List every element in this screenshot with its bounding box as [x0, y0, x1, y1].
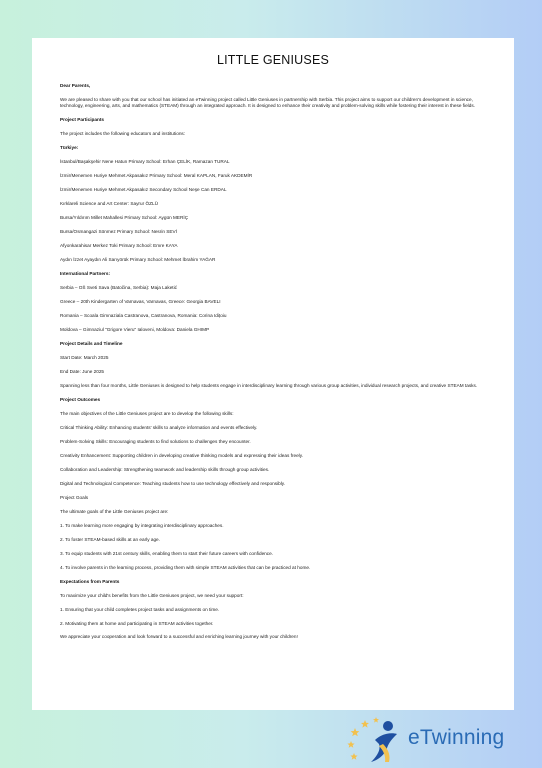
turkiye-participant: Aydın İzzet Ayaydın Ali Sarıyörük Primary School: Mehmet İbrahim YAĞAR — [60, 256, 216, 262]
outcome-item: Digital and Technological Competence: Teaching students how to use technology effectively and responsibly. — [60, 480, 286, 486]
goal-item: 3. To equip students with 21st century skills, enabling them to start their future careers with confidence. — [60, 550, 274, 556]
details-heading: Project Details and Timeline — [60, 340, 123, 346]
turkiye-participant: İzmir/Menemen Huriye Mehmet Akpasakız Secondary School Neşe Can ERDAL — [60, 186, 227, 192]
expectation-item: 1. Ensuring that your child completes project tasks and assignments on time. — [60, 606, 220, 612]
international-partner: Moldova – Gimnaziul "Grigore Vieru" Ialoveni, Moldova: Daniela GHIMP — [60, 326, 210, 332]
expectations-heading: Expectations from Parents — [60, 578, 120, 584]
timeline-paragraph: Spanning less than four months, Little Geniuses is designed to help students engage in interdisciplinary learning through various group activities, individual research projects, and creative STEAM tasks. — [60, 382, 478, 388]
expectation-item: 2. Motivating them at home and participating in STEAM activities together. — [60, 620, 214, 626]
international-partner: Romania – Scoala Gimnaziala Castranova, Castranova, Romania: Corina Idițoiu — [60, 312, 227, 318]
greeting: Dear Parents, — [60, 83, 91, 88]
international-partner: Serbia – OŠ Sveti Sava (Batočina, Serbia): Maja Laketić — [60, 284, 177, 290]
document-title: LITTLE GENIUSES — [216, 53, 330, 67]
figure-icon — [371, 721, 397, 762]
turkiye-participant: İstanbul/Başakşehir Nene Hatun Primary School: Erhan ÇELİK, Ramazan TURAL — [60, 159, 230, 165]
goals-intro: The ultimate goals of the Little Geniuses project are: — [60, 508, 169, 514]
logo-text: eTwinning — [408, 726, 505, 749]
document-page — [32, 38, 514, 710]
end-date: End Date: June 2025 — [60, 368, 105, 374]
turkiye-participant: Kırklareli Science and Art Center: Sayrur ÖZLÜ — [60, 200, 158, 206]
outcome-item: Critical Thinking Ability: Enhancing students' skills to analyze information and events effectively. — [60, 424, 258, 430]
outcomes-heading: Project Outcomes — [60, 396, 101, 402]
stars-icon — [347, 717, 379, 760]
goal-item: 2. To foster STEAM-based skills at an early age. — [60, 536, 160, 542]
turkiye-participant: Bursa/Yıldırım Millet Mahallesi Primary School: Aygün MERİÇ — [60, 214, 189, 220]
turkiye-participant: İzmir/Menemen Huriye Mehmet Akpasakız Primary School: Meral KAPLAN, Faruk AKDEMİR — [60, 173, 253, 178]
international-partner: Greece – 20th Kindergarten of Varnavas, Varnavas, Greece: Georgia BAVELI — [60, 298, 221, 304]
participants-heading: Project Participants — [60, 117, 105, 123]
goal-item: 4. To involve parents in the learning process, providing them with simple STEAM activities that can be practiced at home. — [60, 564, 311, 570]
goals-heading: Project Goals — [60, 494, 89, 500]
international-heading: International Partners: — [60, 270, 111, 276]
outcome-item: Creativity Enhancement: Supporting children in developing creative thinking models and expressing their ideas freely. — [60, 452, 304, 458]
expectations-intro: To maximize your child's benefits from the Little Geniuses project, we need your support: — [60, 592, 244, 598]
start-date: Start Date: March 2025 — [60, 354, 109, 360]
turkiye-participant: Bursa/Osmangazi Sönmez Primary School: Nesrin SEVİ — [60, 228, 177, 234]
goal-item: 1. To make learning more engaging by integrating interdisciplinary approaches. — [60, 522, 224, 528]
outcomes-intro: The main objectives of the Little Geniuses project are to develop the following skills: — [60, 410, 234, 416]
outcome-item: Collaboration and Leadership: Strengthening teamwork and leadership skills through group activities. — [60, 466, 270, 472]
closing-line: We appreciate your cooperation and look forward to a successful and enriching learning journey with your children! — [60, 634, 298, 640]
participants-intro: The project includes the following educators and institutions: — [60, 131, 186, 137]
outcome-item: Problem-Solving Skills: Encouraging students to find solutions to challenges they encounter. — [60, 438, 251, 444]
intro-paragraph: We are pleased to share with you that our school has initiated an eTwinning project called Little Geniuses in partnership with Serbia. This project aims to support our children's development in science, technology, engineering, arts, and mathematics (STEAM) through an integrated approach. It is designed to enhance their creativity and problem-solving skills while fostering their interest in these fields. — [60, 96, 475, 109]
turkiye-participant: Afyonkarahisar Merkez Toki Primary School: Emre KAYA — [60, 242, 178, 248]
turkiye-heading: Türkiye: — [60, 145, 79, 151]
